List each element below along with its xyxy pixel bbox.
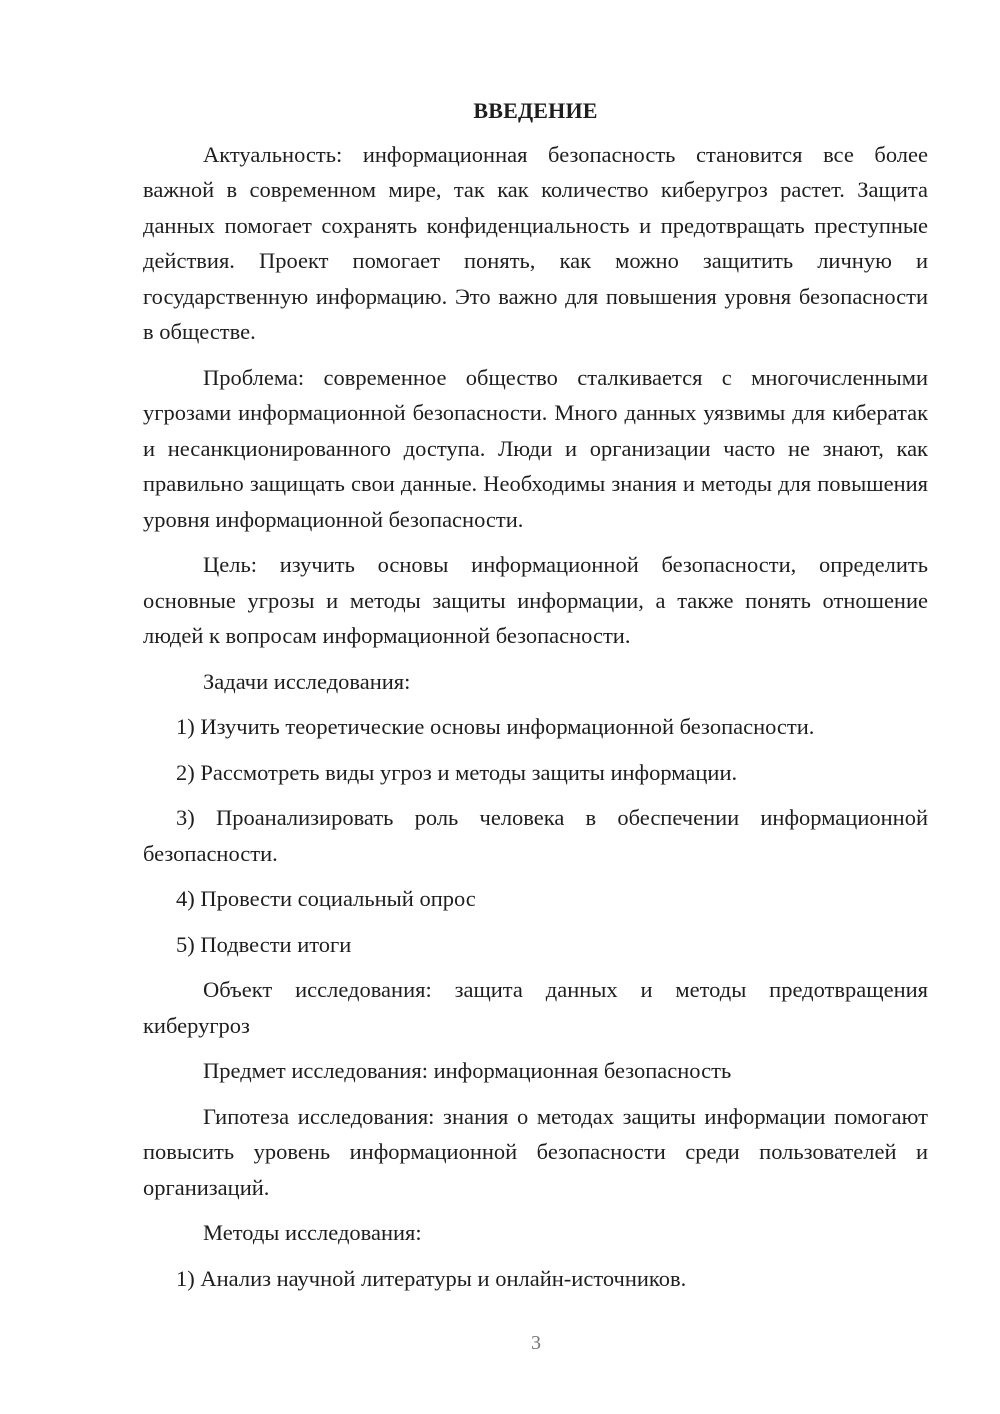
page-content — [143, 93, 928, 1306]
task-item-1: 1) Изучить теоретические основы информационной безопасности. — [176, 714, 815, 739]
task-item-3: 3) Проанализировать роль человека в обеспечении информационной безопасности. — [143, 805, 928, 866]
methods-heading: Методы исследования: — [203, 1220, 422, 1245]
task-item-2: 2) Рассмотреть виды угроз и методы защиты информации. — [176, 759, 738, 785]
problem-paragraph: Проблема: современное общество сталкивается с многочисленными угрозами информационной безопасности. Много данных уязвимы для кибератак и несанкционированного доступа. Люди и организации часто не знают, как правильно защищать свои данные. Необходимы знания и методы для повышения уровня информационной безопасности. — [143, 364, 928, 532]
hypothesis-paragraph: Гипотеза исследования: знания о методах защиты информации помогают повысить уровень информационной безопасности среди пользователей и организаций. — [143, 1103, 928, 1200]
relevance-paragraph: Актуальность: информационная безопасность становится все более важной в современном мире, так как количество киберугроз растет. Защита данных помогает сохранять конфиденциальность и предотвращать преступные действия. Проект помогает понять, как можно защитить личную и государственную информацию. Это важно для повышения уровня безопасности в обществе. — [143, 141, 928, 344]
method-item-1: 1) Анализ научной литературы и онлайн-источников. — [176, 1265, 687, 1291]
task-item-4: 4) Провести социальный опрос — [176, 886, 476, 911]
object-paragraph: Объект исследования: защита данных и методы предотвращения киберугроз — [143, 977, 928, 1038]
page-number: 3 — [531, 1332, 541, 1354]
subject-paragraph: Предмет исследования: информационная безопасность — [203, 1058, 732, 1083]
task-item-5: 5) Подвести итоги — [176, 931, 352, 957]
goal-paragraph: Цель: изучить основы информационной безопасности, определить основные угрозы и методы защиты информации, а также понять отношение людей к вопросам информационной безопасности. — [143, 552, 928, 648]
section-heading: ВВЕДЕНИЕ — [473, 98, 598, 123]
tasks-heading: Задачи исследования: — [203, 668, 411, 694]
